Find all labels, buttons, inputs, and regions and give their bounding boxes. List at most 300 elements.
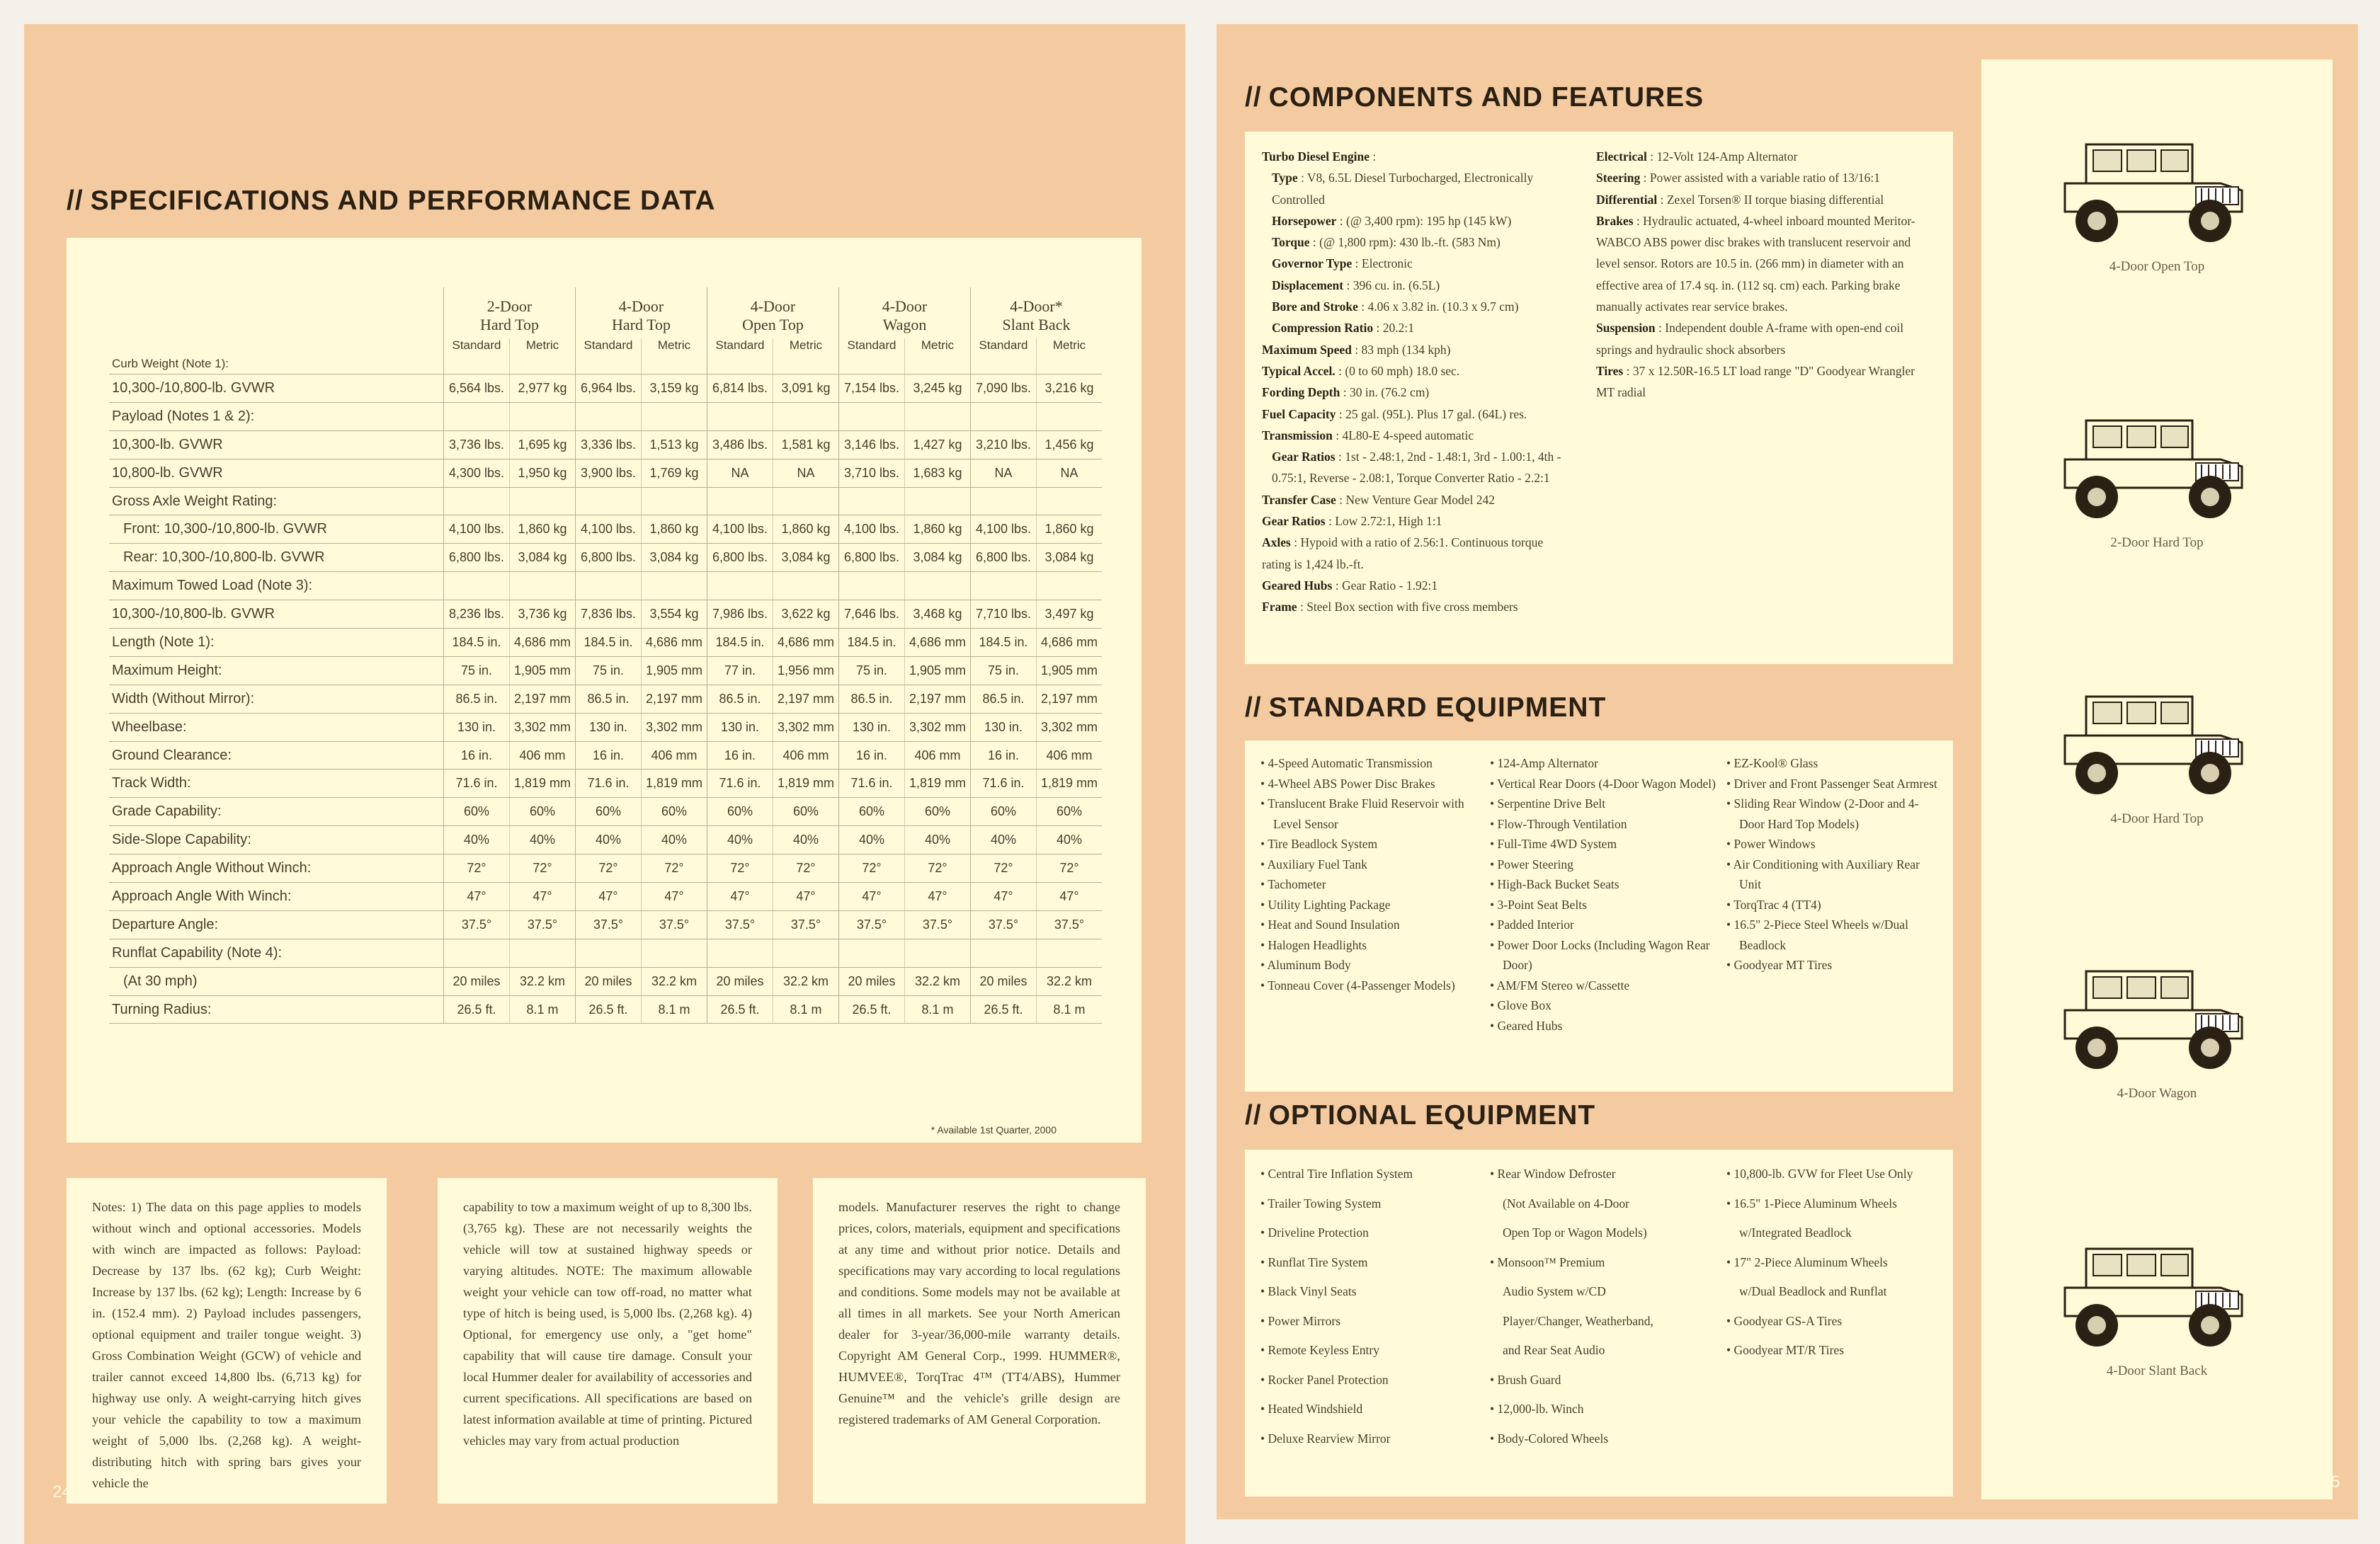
component-entry bbox=[1262, 296, 1573, 317]
separator: : bbox=[1335, 363, 1345, 378]
optional-item bbox=[1726, 1277, 1946, 1307]
table-cell: 7,986 lbs. bbox=[707, 600, 773, 629]
table-cell: 406 mm bbox=[510, 741, 576, 770]
table-cell: 47° bbox=[971, 883, 1037, 911]
table-cell: 1,860 kg bbox=[905, 515, 971, 544]
table-cell: 7,154 lbs. bbox=[839, 374, 905, 403]
bullet-icon: • bbox=[1726, 1313, 1734, 1328]
standard-item bbox=[1490, 874, 1716, 895]
table-cell bbox=[971, 939, 1037, 967]
optional-item bbox=[1726, 1307, 1946, 1337]
table-cell: 40% bbox=[1037, 826, 1103, 854]
component-key: Governor Type bbox=[1272, 256, 1353, 271]
vehicle-figure bbox=[2010, 116, 2304, 275]
table-cell: 7,710 lbs. bbox=[971, 600, 1037, 629]
standard-item-label: Driver and Front Passenger Seat Armrest bbox=[1733, 776, 1937, 791]
separator: : bbox=[1335, 450, 1345, 464]
optional-item bbox=[1490, 1277, 1716, 1307]
optional-item-label: Monsoon™ Premium bbox=[1497, 1254, 1605, 1269]
table-cell bbox=[773, 402, 839, 430]
standard-item bbox=[1260, 794, 1473, 834]
separator: : bbox=[1633, 213, 1644, 228]
column-header-line: 4-Door bbox=[618, 297, 664, 315]
standard-item bbox=[1260, 874, 1473, 895]
separator: : bbox=[1336, 406, 1346, 421]
bullet-icon: • bbox=[1260, 1313, 1268, 1328]
table-cell: 20 miles bbox=[444, 967, 510, 995]
component-entry bbox=[1262, 146, 1573, 167]
component-key: Differential bbox=[1596, 192, 1658, 207]
optional-heading: // OPTIONAL EQUIPMENT bbox=[1245, 1100, 1596, 1131]
table-cell: 40% bbox=[905, 826, 971, 854]
table-row bbox=[109, 374, 1102, 403]
component-key: Electrical bbox=[1596, 149, 1647, 164]
component-key: Type bbox=[1272, 171, 1298, 185]
table-row bbox=[109, 770, 1102, 798]
component-value: 4.06 x 3.82 in. (10.3 x 9.7 cm) bbox=[1367, 299, 1519, 314]
column-header bbox=[576, 287, 707, 338]
bullet-icon: • bbox=[1260, 837, 1268, 851]
table-cell: 20 miles bbox=[707, 967, 773, 995]
separator: : bbox=[1646, 149, 1657, 164]
column-header bbox=[839, 287, 971, 338]
table-cell bbox=[971, 402, 1037, 430]
standard-item bbox=[1490, 1016, 1716, 1036]
table-cell: 1,819 mm bbox=[1037, 770, 1103, 798]
standard-item-label: Glove Box bbox=[1497, 998, 1551, 1012]
bullet-icon: • bbox=[1726, 1254, 1734, 1269]
table-cell: 1,860 kg bbox=[642, 515, 707, 544]
left-page bbox=[24, 24, 1185, 1544]
standard-item bbox=[1490, 854, 1716, 875]
table-cell: 3,497 kg bbox=[1037, 600, 1103, 629]
bullet-icon: • bbox=[1726, 958, 1734, 972]
table-row bbox=[109, 600, 1102, 629]
table-cell: 37.5° bbox=[905, 910, 971, 939]
table-cell: 8.1 m bbox=[510, 995, 576, 1024]
component-entry bbox=[1262, 596, 1573, 617]
column-header bbox=[971, 287, 1103, 338]
table-cell bbox=[1037, 572, 1103, 600]
table-cell: 26.5 ft. bbox=[444, 995, 510, 1024]
row-label: Turning Radius: bbox=[109, 995, 444, 1024]
table-cell: 60% bbox=[839, 798, 905, 826]
standard-item-label: Translucent Brake Fluid Reservoir with Level Sensor bbox=[1268, 796, 1464, 831]
table-cell: 1,819 mm bbox=[905, 770, 971, 798]
optional-item-label: Player/Changer, Weatherband, bbox=[1503, 1313, 1653, 1328]
standard-col-1 bbox=[1260, 753, 1473, 995]
table-cell: 130 in. bbox=[971, 713, 1037, 741]
optional-item-label: Open Top or Wagon Models) bbox=[1503, 1225, 1647, 1240]
standard-item bbox=[1490, 915, 1716, 935]
table-cell: 184.5 in. bbox=[971, 629, 1037, 657]
vehicle-caption: 4-Door Hard Top bbox=[2110, 811, 2204, 826]
table-cell: 7,090 lbs. bbox=[971, 374, 1037, 403]
table-cell: 32.2 km bbox=[1037, 967, 1103, 995]
table-cell: 184.5 in. bbox=[576, 629, 642, 657]
standard-item-label: 4-Speed Automatic Transmission bbox=[1268, 756, 1433, 770]
bullet-icon: • bbox=[1260, 958, 1268, 972]
table-cell: 7,646 lbs. bbox=[839, 600, 905, 629]
component-entry bbox=[1262, 404, 1573, 425]
table-row bbox=[109, 685, 1102, 713]
bullet-icon: • bbox=[1490, 756, 1498, 770]
optional-item-label: Driveline Protection bbox=[1268, 1225, 1369, 1240]
table-cell: 3,736 lbs. bbox=[444, 430, 510, 459]
bullet-icon: • bbox=[1260, 1254, 1268, 1269]
column-header bbox=[444, 287, 576, 338]
hummer-illustration-icon bbox=[2058, 392, 2256, 527]
component-value: Steel Box section with five cross members bbox=[1306, 600, 1518, 614]
standard-item bbox=[1726, 854, 1939, 895]
table-row bbox=[109, 967, 1102, 995]
table-cell: 4,300 lbs. bbox=[444, 459, 510, 487]
optional-item-label: Trailer Towing System bbox=[1268, 1196, 1382, 1211]
table-cell bbox=[773, 939, 839, 967]
table-cell: 60% bbox=[971, 798, 1037, 826]
table-cell: 3,486 lbs. bbox=[707, 430, 773, 459]
table-cell: 3,336 lbs. bbox=[576, 430, 642, 459]
table-cell: 3,302 mm bbox=[773, 713, 839, 741]
table-cell: 72° bbox=[576, 854, 642, 883]
table-cell: 3,302 mm bbox=[510, 713, 576, 741]
table-cell bbox=[707, 487, 773, 515]
table-cell: 16 in. bbox=[444, 741, 510, 770]
standard-item-label: 3-Point Seat Belts bbox=[1497, 897, 1587, 912]
standard-item-label: Full-Time 4WD System bbox=[1497, 837, 1617, 851]
component-key: Gear Ratios bbox=[1262, 514, 1326, 529]
table-row bbox=[109, 656, 1102, 685]
separator: : bbox=[1343, 278, 1353, 292]
row-label: Runflat Capability (Note 4): bbox=[109, 939, 444, 967]
table-cell: 1,950 kg bbox=[510, 459, 576, 487]
component-key: Torque bbox=[1272, 235, 1310, 250]
component-key: Transmission bbox=[1262, 428, 1333, 442]
standard-item bbox=[1490, 976, 1716, 996]
component-key: Bore and Stroke bbox=[1272, 299, 1358, 314]
table-cell: 72° bbox=[773, 854, 839, 883]
optional-item-label: w/Integrated Beadlock bbox=[1739, 1225, 1852, 1240]
table-cell: 40% bbox=[642, 826, 707, 854]
standard-item-label: Goodyear MT Tires bbox=[1733, 958, 1833, 972]
bullet-icon: • bbox=[1490, 816, 1498, 831]
optional-item bbox=[1726, 1160, 1946, 1189]
table-row bbox=[109, 939, 1102, 967]
row-label: 10,800-lb. GVWR bbox=[109, 459, 444, 487]
standard-item-label: Geared Hubs bbox=[1497, 1018, 1563, 1033]
table-subheader-row bbox=[109, 338, 1102, 374]
notes-col-3 bbox=[813, 1178, 1146, 1504]
component-value: 30 in. (76.2 cm) bbox=[1349, 385, 1430, 400]
column-header-line: Hard Top bbox=[612, 316, 671, 333]
bullet-icon: • bbox=[1726, 837, 1734, 851]
optional-item bbox=[1490, 1307, 1716, 1337]
standard-item-label: AM/FM Stereo w/Cassette bbox=[1496, 978, 1630, 993]
component-entry bbox=[1262, 167, 1573, 210]
bullet-icon: • bbox=[1726, 1196, 1734, 1211]
table-cell bbox=[971, 572, 1037, 600]
standard-item bbox=[1260, 915, 1473, 935]
table-cell bbox=[576, 487, 642, 515]
row-label: Width (Without Mirror): bbox=[109, 685, 444, 713]
table-cell: 60% bbox=[576, 798, 642, 826]
component-value: V8, 6.5L Diesel Turbocharged, Electronically Controlled bbox=[1272, 171, 1534, 207]
vehicle-figure bbox=[2010, 392, 2304, 551]
unit-subheader: Metric bbox=[905, 338, 971, 374]
table-cell: 1,427 kg bbox=[905, 430, 971, 459]
standard-item bbox=[1726, 955, 1939, 976]
table-row bbox=[109, 798, 1102, 826]
optional-item-label: Deluxe Rearview Mirror bbox=[1268, 1431, 1391, 1446]
separator: : bbox=[1290, 535, 1301, 550]
table-cell: 60% bbox=[642, 798, 707, 826]
table-cell: 47° bbox=[839, 883, 905, 911]
optional-item bbox=[1260, 1160, 1480, 1189]
table-cell: 1,819 mm bbox=[642, 770, 707, 798]
table-cell: 40% bbox=[576, 826, 642, 854]
optional-item-label: Body-Colored Wheels bbox=[1497, 1431, 1609, 1446]
component-key: Axles bbox=[1262, 535, 1291, 550]
column-header-line: Slant Back bbox=[1002, 316, 1071, 333]
vehicle-caption: 4-Door Slant Back bbox=[2106, 1363, 2208, 1378]
table-cell: 184.5 in. bbox=[444, 629, 510, 657]
component-entry bbox=[1262, 317, 1573, 338]
standard-item bbox=[1726, 834, 1939, 854]
standard-item bbox=[1260, 854, 1473, 875]
table-cell: 130 in. bbox=[444, 713, 510, 741]
bullet-icon: • bbox=[1726, 776, 1734, 791]
component-value: Zexel Torsen® II torque biasing differential bbox=[1666, 192, 1884, 207]
table-cell: NA bbox=[773, 459, 839, 487]
table-row bbox=[109, 515, 1102, 544]
row-label: Track Width: bbox=[109, 770, 444, 798]
table-cell: 1,683 kg bbox=[905, 459, 971, 487]
optional-item-label: 17" 2-Piece Aluminum Wheels bbox=[1733, 1254, 1888, 1269]
optional-item-label: Brush Guard bbox=[1497, 1372, 1561, 1387]
table-cell: 75 in. bbox=[576, 656, 642, 685]
table-cell: 3,622 kg bbox=[773, 600, 839, 629]
table-cell: 86.5 in. bbox=[971, 685, 1037, 713]
table-cell: 3,554 kg bbox=[642, 600, 707, 629]
bullet-icon: • bbox=[1260, 978, 1268, 993]
component-key: Tires bbox=[1596, 363, 1624, 378]
separator: : bbox=[1351, 342, 1362, 357]
table-cell: 40% bbox=[773, 826, 839, 854]
vehicle-figure bbox=[2010, 668, 2304, 827]
bullet-icon: • bbox=[1260, 796, 1268, 811]
component-value: 4L80-E 4-speed automatic bbox=[1342, 428, 1474, 442]
component-entry bbox=[1596, 146, 1936, 167]
bullet-icon: • bbox=[1726, 897, 1734, 912]
column-header-line: Hard Top bbox=[480, 316, 539, 333]
bullet-icon: • bbox=[1260, 1225, 1268, 1240]
bullet-icon: • bbox=[1490, 1167, 1498, 1181]
separator: : bbox=[1297, 600, 1307, 614]
row-label: Maximum Height: bbox=[109, 656, 444, 685]
table-cell: 2,197 mm bbox=[1037, 685, 1103, 713]
components-panel bbox=[1245, 132, 1953, 664]
bullet-icon: • bbox=[1726, 1343, 1734, 1357]
component-key: Fording Depth bbox=[1262, 385, 1340, 400]
standard-item-label: Air Conditioning with Auxiliary Rear Unit bbox=[1733, 857, 1920, 891]
row-label: Wheelbase: bbox=[109, 713, 444, 741]
table-cell: 16 in. bbox=[839, 741, 905, 770]
table-cell: 7,836 lbs. bbox=[576, 600, 642, 629]
table-cell bbox=[839, 939, 905, 967]
standard-item bbox=[1490, 814, 1716, 835]
hummer-illustration-icon bbox=[2058, 943, 2256, 1077]
optional-item-label: Goodyear GS-A Tires bbox=[1733, 1313, 1843, 1328]
table-cell: 6,800 lbs. bbox=[971, 544, 1037, 572]
component-entry bbox=[1596, 317, 1936, 360]
bullet-icon: • bbox=[1260, 1196, 1268, 1211]
specs-footnote: * Available 1st Quarter, 2000 bbox=[930, 1124, 1057, 1136]
optional-item-label: w/Dual Beadlock and Runflat bbox=[1739, 1284, 1887, 1298]
components-heading: // COMPONENTS AND FEATURES bbox=[1245, 82, 1704, 113]
table-cell: 4,686 mm bbox=[773, 629, 839, 657]
table-cell: 4,100 lbs. bbox=[707, 515, 773, 544]
standard-item bbox=[1260, 976, 1473, 996]
separator: : bbox=[1325, 514, 1336, 529]
table-cell: 72° bbox=[707, 854, 773, 883]
standard-item-label: EZ-Kool® Glass bbox=[1733, 756, 1818, 770]
table-header-row bbox=[109, 287, 1102, 338]
table-cell: 1,456 kg bbox=[1037, 430, 1103, 459]
table-cell: 60% bbox=[444, 798, 510, 826]
optional-item bbox=[1260, 1336, 1480, 1366]
unit-subheader: Standard bbox=[839, 338, 905, 374]
standard-item bbox=[1260, 895, 1473, 915]
table-cell: 3,084 kg bbox=[642, 544, 707, 572]
table-cell bbox=[576, 939, 642, 967]
standard-item bbox=[1260, 955, 1473, 976]
table-cell: 8.1 m bbox=[642, 995, 707, 1024]
standard-item bbox=[1490, 895, 1716, 915]
bullet-icon: • bbox=[1726, 796, 1734, 811]
right-page bbox=[1217, 24, 2358, 1519]
table-row bbox=[109, 459, 1102, 487]
table-cell: 1,905 mm bbox=[1037, 656, 1103, 685]
separator: : bbox=[1657, 192, 1667, 207]
standard-item bbox=[1490, 774, 1716, 794]
table-cell: 37.5° bbox=[839, 910, 905, 939]
component-key: Displacement bbox=[1272, 278, 1344, 292]
component-key: Typical Accel. bbox=[1262, 363, 1336, 378]
table-cell: 3,468 kg bbox=[905, 600, 971, 629]
table-cell bbox=[839, 402, 905, 430]
table-cell: 406 mm bbox=[642, 741, 707, 770]
optional-item bbox=[1490, 1366, 1716, 1395]
table-cell: 75 in. bbox=[971, 656, 1037, 685]
component-entry bbox=[1262, 575, 1573, 596]
table-cell: 47° bbox=[707, 883, 773, 911]
table-cell: 4,100 lbs. bbox=[971, 515, 1037, 544]
table-cell: 4,686 mm bbox=[642, 629, 707, 657]
table-cell: 37.5° bbox=[510, 910, 576, 939]
standard-item-label: Sliding Rear Window (2-Door and 4-Door Hard Top Models) bbox=[1733, 796, 1919, 831]
component-key: Maximum Speed bbox=[1262, 342, 1352, 357]
component-value: 12-Volt 124-Amp Alternator bbox=[1656, 149, 1798, 164]
standard-item-label: Power Steering bbox=[1497, 857, 1573, 871]
table-cell: 26.5 ft. bbox=[839, 995, 905, 1024]
component-value: Independent double A-frame with open-end coil springs and hydraulic shock absorbers bbox=[1596, 321, 1904, 357]
standard-item-label: Tachometer bbox=[1268, 877, 1326, 891]
bullet-icon: • bbox=[1260, 937, 1268, 952]
table-cell: 2,197 mm bbox=[642, 685, 707, 713]
table-cell: 4,100 lbs. bbox=[444, 515, 510, 544]
optional-item bbox=[1260, 1395, 1480, 1424]
table-cell: 8.1 m bbox=[773, 995, 839, 1024]
notes-col-2 bbox=[438, 1178, 778, 1504]
optional-item bbox=[1490, 1248, 1716, 1278]
table-cell: 6,800 lbs. bbox=[576, 544, 642, 572]
optional-item bbox=[1490, 1189, 1716, 1219]
component-entry bbox=[1596, 189, 1936, 210]
standard-item bbox=[1260, 834, 1473, 854]
table-cell: 71.6 in. bbox=[707, 770, 773, 798]
component-entry bbox=[1262, 231, 1573, 253]
component-key: Transfer Case bbox=[1262, 492, 1336, 507]
table-cell: 72° bbox=[905, 854, 971, 883]
table-cell: 71.6 in. bbox=[576, 770, 642, 798]
table-cell: 3,084 kg bbox=[1037, 544, 1103, 572]
table-cell: 86.5 in. bbox=[444, 685, 510, 713]
separator: : bbox=[1357, 299, 1368, 314]
separator: : bbox=[1336, 213, 1346, 228]
table-row bbox=[109, 402, 1102, 430]
table-cell: 37.5° bbox=[444, 910, 510, 939]
vehicle-caption: 4-Door Open Top bbox=[2109, 259, 2205, 274]
table-cell: 3,091 kg bbox=[773, 374, 839, 403]
optional-item-label: Heated Windshield bbox=[1268, 1402, 1363, 1416]
separator: : bbox=[1336, 492, 1346, 507]
table-cell: 75 in. bbox=[444, 656, 510, 685]
component-entry bbox=[1596, 167, 1936, 188]
component-entry bbox=[1596, 360, 1936, 404]
table-cell bbox=[510, 572, 576, 600]
table-cell: 72° bbox=[1037, 854, 1103, 883]
table-cell: 184.5 in. bbox=[707, 629, 773, 657]
table-cell: 1,695 kg bbox=[510, 430, 576, 459]
standard-item-label: Vertical Rear Doors (4-Door Wagon Model) bbox=[1497, 776, 1716, 791]
optional-item bbox=[1260, 1424, 1480, 1454]
row-label: Length (Note 1): bbox=[109, 629, 444, 657]
vehicle-figure bbox=[2010, 943, 2304, 1102]
component-entry bbox=[1262, 489, 1573, 510]
bullet-icon: • bbox=[1490, 1372, 1498, 1387]
component-entry bbox=[1262, 360, 1573, 382]
notes-text-2: capability to tow a maximum weight of up to 8,300 lbs. (3,765 kg). These are not necessarily weights the vehicle will tow at sustained highway speeds or varying altitudes. NOTE: The maximum allowable weight your vehicle can tow off-road, no matter what type of hitch is being used, is 5,000 lbs. (2,268 kg). 4) Optional, for emergency use only, a "get home" capability that will cause tire damage. Consult your local Hummer dealer for availability of accessories and current specifications. All specifications are based on latest information available at time of printing. Pictured vehicles may vary from actual production bbox=[463, 1200, 752, 1448]
unit-subheader: Metric bbox=[1037, 338, 1103, 374]
table-cell bbox=[510, 487, 576, 515]
component-entry bbox=[1262, 382, 1573, 403]
standard-col-2 bbox=[1490, 753, 1716, 1036]
components-right-column bbox=[1596, 146, 1936, 404]
bullet-icon: • bbox=[1260, 857, 1268, 871]
table-cell: 26.5 ft. bbox=[707, 995, 773, 1024]
table-cell: 72° bbox=[642, 854, 707, 883]
bullet-icon: • bbox=[1490, 1254, 1498, 1269]
table-cell bbox=[773, 572, 839, 600]
standard-item bbox=[1726, 915, 1939, 955]
bullet-icon: • bbox=[1260, 1284, 1268, 1298]
bullet-icon: • bbox=[1260, 897, 1268, 912]
table-cell: 130 in. bbox=[707, 713, 773, 741]
hummer-illustration-icon bbox=[2058, 668, 2256, 803]
table-cell: 1,905 mm bbox=[905, 656, 971, 685]
unit-subheader: Standard bbox=[707, 338, 773, 374]
standard-item-label: Serpentine Drive Belt bbox=[1497, 796, 1606, 811]
